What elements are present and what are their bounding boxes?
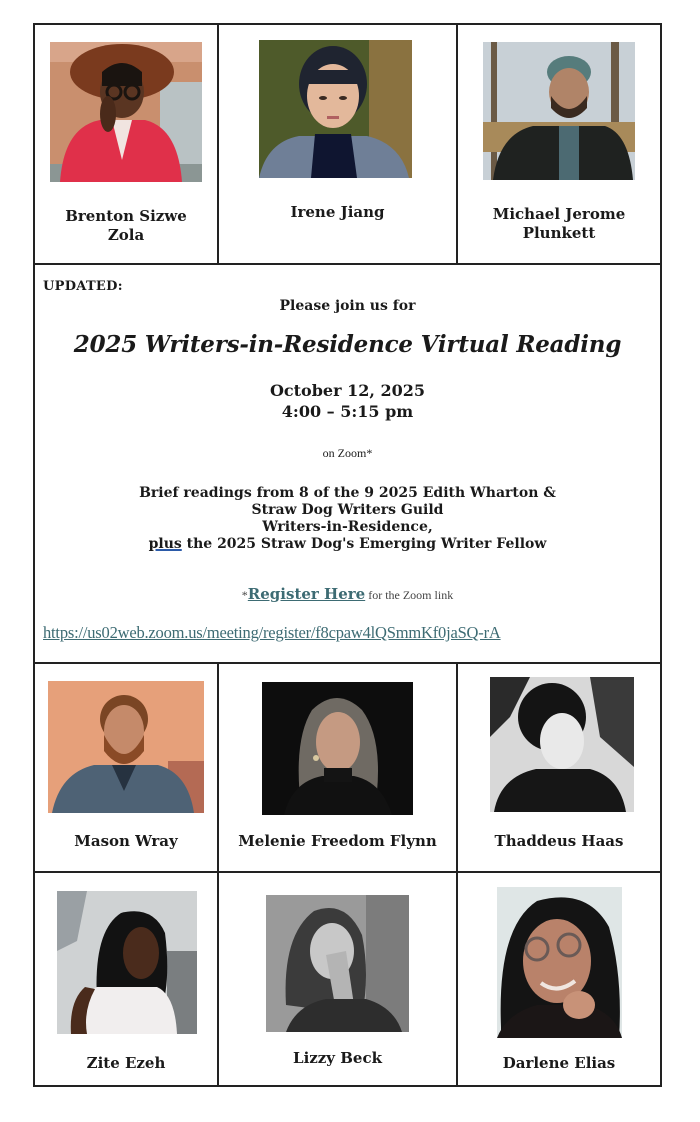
platform-text: on Zoom* [322, 446, 373, 460]
event-date [35, 380, 660, 422]
writer-card-brenton-sizwe-zola [35, 25, 217, 263]
writer-card-zite-ezeh [35, 873, 217, 1087]
writer-photo-brenton-sizwe-zola [50, 42, 202, 182]
register-line [35, 585, 660, 603]
event-time-text: 4:00 – 5:15 pm [281, 402, 414, 421]
writer-photo-darlene-elias [497, 887, 622, 1038]
writer-photo-melenie-freedom-flynn [262, 682, 413, 815]
writer-card-melenie-freedom-flynn [219, 664, 456, 871]
writer-name: Brenton Sizwe Zola [65, 207, 187, 244]
invite-text: Please join us for [279, 298, 416, 314]
writer-photo-thaddeus-haas [490, 677, 634, 812]
writer-photo-lizzy-beck [266, 895, 409, 1032]
event-title: 2025 Writers-in-Residence Virtual Reading [73, 331, 622, 358]
writer-photo-irene-jiang [259, 40, 412, 178]
updated-label: UPDATED: [43, 279, 123, 294]
writer-name: Thaddeus Haas [494, 832, 624, 850]
writer-name: Melenie Freedom Flynn [238, 832, 437, 850]
event-date-text: October 12, 2025 [269, 381, 426, 400]
writer-photo-zite-ezeh [57, 891, 197, 1034]
register-here-link[interactable]: Register Here [247, 585, 366, 603]
writer-name: Michael Jerome Plunkett [492, 205, 626, 242]
asterisk-mark: * [241, 588, 248, 602]
writer-name: Mason Wray [74, 832, 178, 850]
writer-photo-michael-jerome-plunkett [483, 42, 635, 180]
register-suffix: for the Zoom link [365, 588, 454, 602]
writer-card-darlene-elias [458, 873, 660, 1087]
writer-name: Lizzy Beck [293, 1049, 382, 1067]
writer-photo-mason-wray [48, 681, 204, 813]
writer-card-michael-jerome-plunkett [458, 25, 660, 263]
writer-name: Irene Jiang [290, 203, 385, 221]
writer-name: Zite Ezeh [86, 1054, 166, 1072]
writer-card-irene-jiang [219, 25, 456, 263]
event-info-panel [35, 265, 660, 662]
writer-card-lizzy-beck [219, 873, 456, 1087]
zoom-registration-url-link[interactable]: https://us02web.zoom.us/meeting/register/f8cpaw4lQSmmKf0jaSQ-rA [43, 623, 501, 642]
writer-name: Darlene Elias [502, 1054, 616, 1072]
plus-link[interactable]: plus [148, 536, 182, 552]
event-flyer [33, 23, 662, 1087]
event-description: Brief readings from 8 of the 9 2025 Edith Wharton & Straw Dog Writers Guild Writers-in-Residence, plus the 2025 Straw Dog's Emerging Writer Fellow [139, 485, 556, 552]
writer-card-mason-wray [35, 664, 217, 871]
writer-card-thaddeus-haas [458, 664, 660, 871]
